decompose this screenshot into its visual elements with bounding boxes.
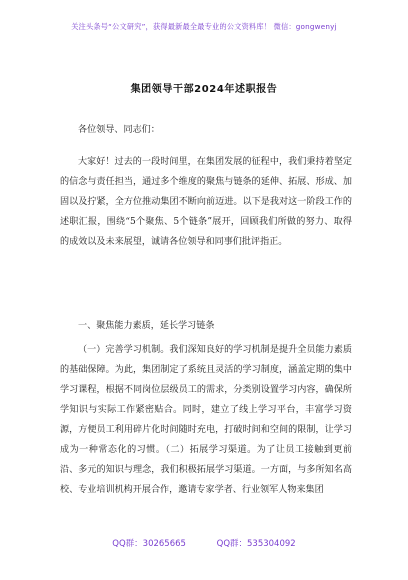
section-heading: 一、聚焦能力素质，延长学习链条 (78, 321, 215, 331)
footer-contacts (0, 537, 408, 549)
salutation: 各位领导、同志们： (78, 125, 160, 135)
document-title: 集团领导干部2024年述职报告 (130, 84, 278, 95)
intro-paragraph: 大家好！过去的一段时间里，在集团发展的征程中，我们秉持着坚定的信念与责任担当，通过多个维度的聚焦与链条的延伸、拓展、形成、加固以及拧紧，全方位推动集团不断向前迈进。以下是我对这一阶段工作的述职汇报，围绕“5个聚焦、5个链条”展开，回顾我们所做的努力、取得的成效以及未来展望，诚请各位领导和同事们批评指正。 (60, 157, 352, 247)
qq-group-1: QQ群：30265665 (112, 539, 186, 549)
qq-group-2: QQ群：535304092 (216, 539, 296, 549)
body-paragraph: （一）完善学习机制。我们深知良好的学习机制是提升全员能力素质的基础保障。为此，集团制定了系统且灵活的学习制度，涵盖定期的集中学习课程，根据不同岗位层级员工的需求，分类别设置学习内容，确保所学知识与实际工作紧密贴合。同时，建立了线上学习平台，丰富学习资源，方便员工利用碎片化时间随时充电，打破时间和空间的限制，让学习成为一种常态化的习惯。（二）拓展学习渠道。为了让员工接触到更前沿、多元的知识与理念，我们积极拓展学习渠道。一方面，与多所知名高校、专业培训机构开展合作，邀请专家学者、行业领军人物来集团 (60, 345, 352, 495)
promo-banner: 关注头条号“公文研究”，获得最新最全最专业的公文资料库！ 微信：gongwenyj (71, 22, 337, 31)
